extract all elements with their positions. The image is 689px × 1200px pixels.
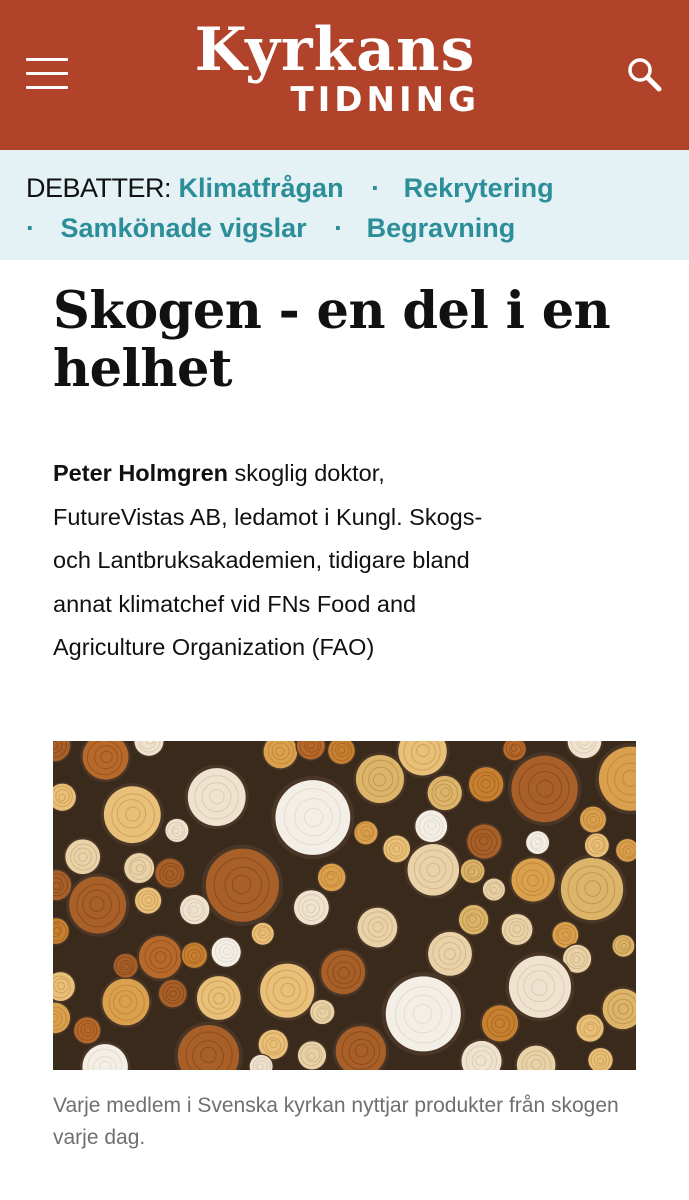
log-end bbox=[80, 1042, 130, 1070]
log-end bbox=[382, 834, 412, 864]
log-end bbox=[382, 972, 465, 1055]
debate-link-samkonade-vigslar[interactable]: Samkönade vigslar bbox=[60, 213, 307, 243]
log-end bbox=[482, 877, 507, 902]
log-end bbox=[426, 774, 464, 812]
log-end bbox=[178, 893, 211, 926]
log-end bbox=[600, 987, 636, 1032]
log-end bbox=[587, 1047, 614, 1070]
log-end bbox=[296, 1040, 327, 1070]
log-end bbox=[195, 974, 244, 1023]
site-logo[interactable] bbox=[180, 15, 490, 128]
log-end bbox=[53, 782, 77, 812]
log-end bbox=[113, 953, 139, 979]
log-end bbox=[66, 873, 129, 936]
debate-link-klimatfragan[interactable]: Klimatfrågan bbox=[178, 173, 344, 203]
debate-separator: · bbox=[26, 213, 35, 243]
log-end bbox=[327, 741, 357, 765]
log-end bbox=[133, 741, 165, 757]
author-byline bbox=[53, 452, 493, 670]
log-end bbox=[53, 917, 70, 945]
log-end bbox=[465, 822, 503, 860]
log-end bbox=[53, 741, 72, 763]
log-end bbox=[101, 783, 164, 846]
log-end bbox=[319, 948, 368, 997]
log-end bbox=[137, 934, 184, 981]
log-end bbox=[595, 743, 636, 814]
log-end bbox=[292, 888, 331, 927]
log-end bbox=[154, 857, 186, 889]
search-icon bbox=[624, 54, 664, 94]
article-image-log-pile bbox=[53, 741, 636, 1070]
log-end bbox=[611, 934, 635, 958]
log-end bbox=[525, 830, 550, 855]
log-end bbox=[575, 1013, 605, 1043]
log-end bbox=[202, 845, 283, 926]
log-end bbox=[53, 971, 76, 1003]
author-description: skoglig doktor, FutureVistas AB, ledamot i Kungl. Skogs- och Lantbruksakademien, tidigare bland annat klimatchef vid FNs Food and Agriculture Organization (FAO) bbox=[53, 460, 483, 661]
log-end bbox=[459, 1039, 504, 1070]
author-name: Peter Holmgren bbox=[53, 460, 228, 486]
log-end bbox=[180, 941, 208, 969]
log-end bbox=[80, 741, 131, 782]
debate-link-rekrytering[interactable]: Rekrytering bbox=[403, 173, 554, 203]
log-end bbox=[502, 741, 527, 762]
log-end bbox=[467, 765, 505, 803]
log-end bbox=[584, 832, 611, 859]
log-end bbox=[271, 776, 354, 859]
log-end bbox=[309, 999, 336, 1026]
logo-text-top: Kyrkans bbox=[194, 15, 476, 85]
debate-prefix-label: DEBATTER: bbox=[26, 173, 172, 203]
log-end bbox=[615, 838, 636, 863]
log-end bbox=[459, 858, 485, 884]
log-end bbox=[505, 952, 574, 1021]
log-end bbox=[333, 1023, 389, 1070]
log-end bbox=[73, 1016, 102, 1045]
log-end bbox=[579, 805, 608, 834]
log-end bbox=[355, 906, 399, 950]
log-pile-illustration bbox=[53, 741, 636, 1070]
log-end bbox=[353, 820, 379, 846]
log-end bbox=[123, 851, 156, 884]
menu-bar bbox=[26, 58, 68, 61]
search-button[interactable] bbox=[624, 54, 664, 94]
log-end bbox=[414, 809, 449, 844]
hamburger-menu-button[interactable] bbox=[26, 55, 70, 91]
log-end bbox=[262, 741, 299, 770]
debate-separator: · bbox=[371, 173, 381, 203]
menu-bar bbox=[26, 72, 68, 75]
log-end bbox=[251, 922, 275, 946]
log-end bbox=[53, 1001, 72, 1035]
logo-text-bottom: TIDNING bbox=[290, 80, 480, 120]
log-end bbox=[100, 976, 152, 1028]
log-end bbox=[134, 886, 163, 915]
debate-separator: · bbox=[334, 213, 344, 243]
debate-topics-bar bbox=[0, 150, 689, 260]
log-end bbox=[174, 1022, 242, 1070]
log-end bbox=[509, 856, 557, 904]
article-title: Skogen - en del i en helhet bbox=[53, 281, 611, 399]
log-end bbox=[164, 818, 190, 844]
log-end bbox=[557, 854, 626, 923]
log-end bbox=[426, 929, 475, 978]
image-caption: Varje medlem i Svenska kyrkan nyttjar produkter från skogen varje dag. bbox=[53, 1094, 619, 1149]
log-end bbox=[500, 912, 534, 946]
debate-link-begravning[interactable]: Begravning bbox=[366, 213, 516, 243]
log-end bbox=[157, 978, 188, 1009]
log-end bbox=[295, 741, 326, 761]
log-end bbox=[316, 862, 347, 893]
log-end bbox=[405, 841, 462, 898]
log-end bbox=[185, 765, 249, 829]
log-end bbox=[257, 961, 317, 1021]
menu-bar bbox=[26, 86, 68, 89]
site-header bbox=[0, 0, 689, 150]
log-end bbox=[515, 1043, 558, 1070]
log-end bbox=[508, 752, 582, 826]
log-end bbox=[566, 741, 603, 760]
log-end bbox=[63, 837, 102, 876]
log-end bbox=[457, 903, 490, 936]
log-end bbox=[210, 936, 242, 968]
debate-line-2 bbox=[26, 208, 689, 248]
debate-line-1 bbox=[26, 168, 689, 208]
